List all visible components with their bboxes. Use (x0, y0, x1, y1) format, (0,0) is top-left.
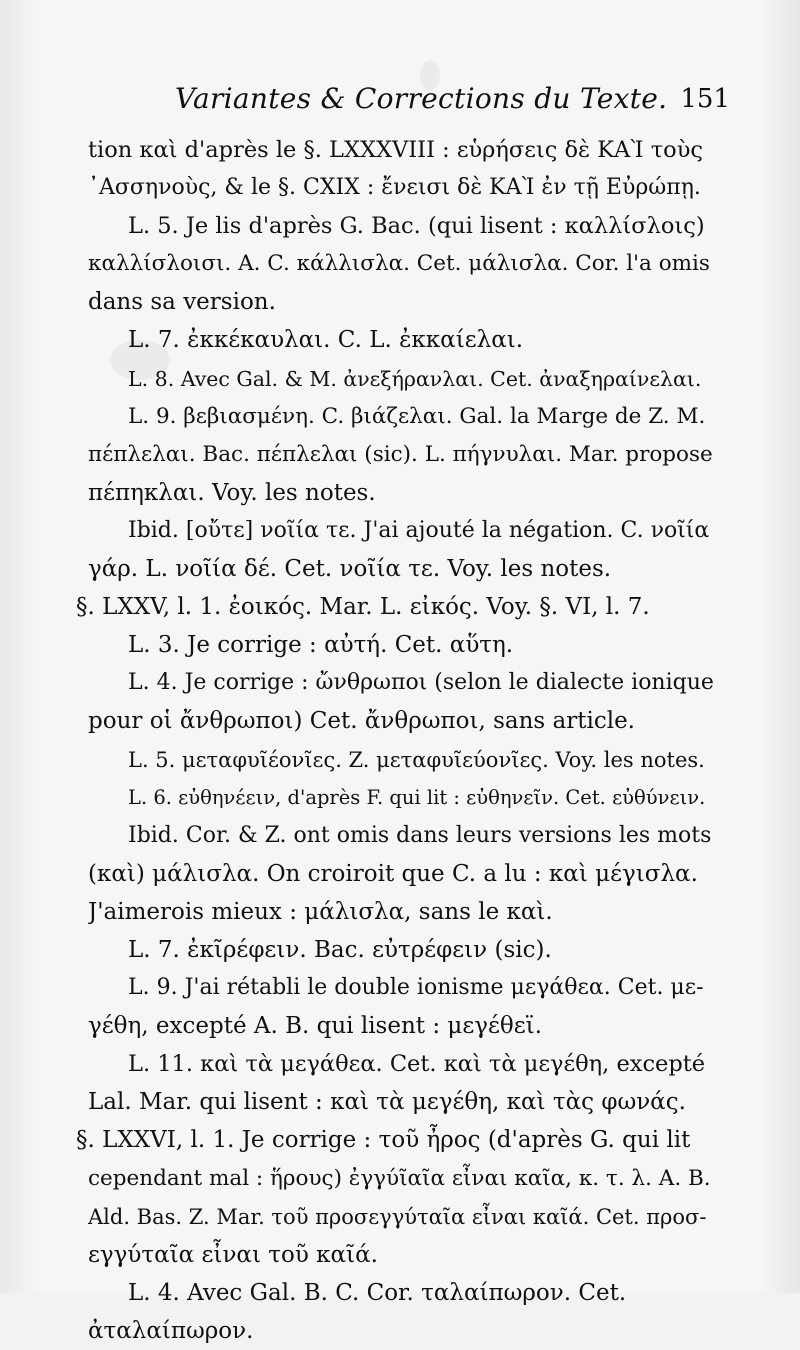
page-number: 151 (680, 84, 730, 114)
text-line: ἀταλαίπωρον. (88, 1317, 254, 1344)
text-line: cependant mal : ἥρους) ἐγγύῖαῖα εἶναι καῖα, κ. τ. λ. A. B. (88, 1165, 711, 1191)
text-line: L. 9. βεβιασμένη. C. βιάζελαι. Gal. la Marge de Z. M. (128, 403, 706, 429)
running-title: Variantes & Corrections du Texte. (175, 82, 668, 115)
text-line: L. 4. Je corrige : ὤνθρωποι (selon le dialecte ionique (128, 670, 714, 696)
text-line: Lal. Mar. qui lisent : καὶ τὰ μεγέθη, καὶ τὰς φωνάς. (88, 1089, 686, 1116)
body-text (76, 131, 714, 1350)
text-line: L. 3. Je corrige : αὐτή. Cet. αὕτη. (128, 632, 514, 659)
text-line: εγγύταῖα εἶναι τοῦ καῖά. (88, 1241, 378, 1268)
text-line: Ald. Bas. Z. Mar. τοῦ προσεγγύταῖα εἶναι καῖά. Cet. προσ- (88, 1204, 707, 1229)
text-line: L. 6. εὐθηνέειν, d'après F. qui lit : εὐθηνεῖν. Cet. εὐθύνειν. (128, 785, 706, 809)
text-line: πέπλελαι. Bac. πέπλελαι (sic). L. πήγνυλαι. Mar. propose (88, 441, 713, 467)
text-line: καλλίσλοισι. A. C. κάλλισλα. Cet. μάλισλα. Cor. l'a omis (88, 251, 710, 277)
text-line: L. 9. J'ai rétabli le double ionisme μεγάθεα. Cet. με- (128, 975, 704, 1001)
section-line: §. LXXV, l. 1. ἐοικός. Mar. L. εἰκός. Voy. §. VI, l. 7. (76, 594, 650, 621)
text-line: L. 5. μεταφυῖέονῖες. Z. μεταφυῖεύονῖες. Voy. les notes. (128, 747, 705, 772)
section-line: §. LXXVI, l. 1. Je corrige : τοῦ ἦρος (d'après G. qui lit (76, 1127, 691, 1154)
text-line: L. 7. ἐκῖρέφειν. Bac. εὐτρέφειν (sic). (128, 936, 552, 963)
text-line: dans sa version. (88, 289, 276, 316)
text-line: L. 7. ἐκκέκαυλαι. C. L. ἐκκαίελαι. (128, 327, 524, 354)
text-line: πέπηκλαι. Voy. les notes. (88, 479, 376, 506)
text-line: Ibid. Cor. & Z. ont omis dans leurs versions les mots (128, 822, 712, 848)
text-line: Ibid. [οὔτε] νοῖία τε. J'ai ajouté la négation. C. νοῖία (128, 517, 710, 543)
page-header (175, 82, 730, 122)
text-line: L. 8. Avec Gal. & M. ἀνεξήρανλαι. Cet. ἀναξηραίνελαι. (128, 366, 702, 391)
text-line: L. 11. καὶ τὰ μεγάθεα. Cet. καὶ τὰ μεγέθη, excepté (128, 1051, 706, 1078)
text-line: L. 5. Je lis d'après G. Bac. (qui lisent : καλλίσλοις) (128, 213, 705, 240)
text-line: ᾿Ασσηνοὺς, & le §. CXIX : ἔνεισι δὲ ΚΑῚ ἐν τῇ Εὐρώπῃ. (88, 175, 701, 201)
text-line: L. 4. Avec Gal. B. C. Cor. ταλαίπωρον. Cet. (128, 1279, 627, 1306)
text-line: J'aimerois mieux : μάλισλα, sans le καὶ. (88, 898, 553, 925)
text-line: γέθη, excepté A. B. qui lisent : μεγέθεϊ. (88, 1013, 543, 1040)
text-line: γάρ. L. νοῖία δέ. Cet. νοῖία τε. Voy. les notes. (88, 556, 612, 583)
text-line: (καὶ) μάλισλα. On croiroit que C. a lu : καὶ μέγισλα. (88, 860, 698, 887)
text-line: tion καὶ d'après le §. LXXXVIII : εὑρήσεις δὲ ΚΑῚ τοὺς (88, 137, 703, 163)
text-line: pour οἱ ἄνθρωποι) Cet. ἄνθρωποι, sans article. (88, 708, 635, 735)
